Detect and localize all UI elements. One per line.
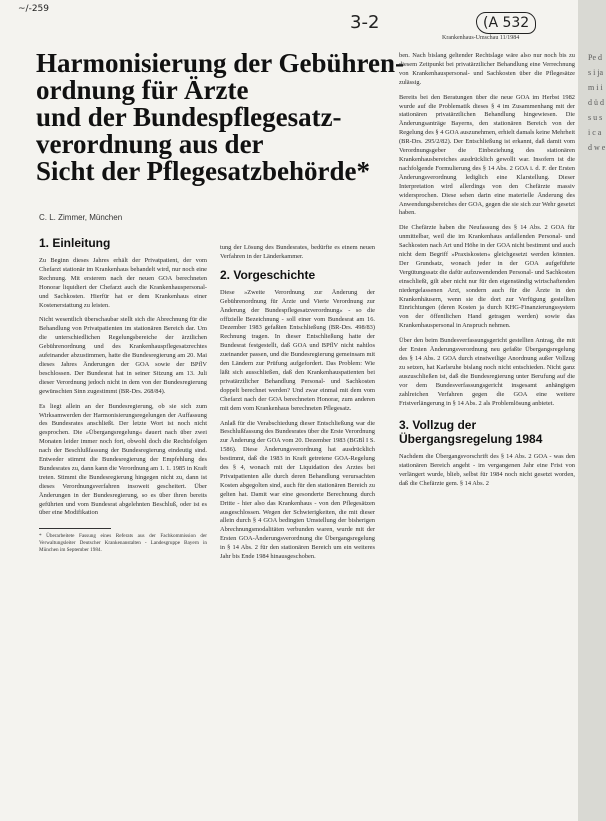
handwritten-note-top-right: (A 532 <box>476 12 536 34</box>
title-line: ordnung für Ärzte <box>36 75 249 105</box>
paragraph: Anlaß für die Verabschiedung dieser Entschließung war die Beschlußfassung des Bundesrates über die Erste Verordnung zur Änderung der GOA vom 20. Dezember 1983 (BGBl I S. 1586). Diese Änderungsverordnung hat ausdrücklich bestimmt, daß die 1983 in Kraft getretene GOA-Regelung des § 4, wonach mit der Liquidation des Arztes bei Privatpatienten alle durch deren Behandlung verursachten Kosten abgegolten sind, auch für den stationären Bereich zu gelten hat. Damit war eine gesonderte Berechnung durch Dritte - hier also das Krankenhaus - von den Pflegesätzen ausgeschlossen. Wegen der Schwierigkeiten, die mit dieser allein durch § 4 GOA bedingten Umstellung der bisherigen Abrechnungsmodalitäten verbunden waren, wurde mit der Ersten GOA-Änderungsverordnung die Übergangsregelung in § 14 Abs. 2 für den stationären Bereich um ein weiteres Jahr bis Ende 1984 hinausgeschoben. <box>220 419 375 561</box>
footnote: * Überarbeitete Fassung eines Referats aus der Fachkommission der Verwaltungsleiter Deutscher Krankenanstalten - Landesgruppe Bayern in München im September 1984. <box>39 533 207 554</box>
paragraph: Es liegt allein an der Bundesregierung, ob sie sich zum Wirksamwerden der Harmonisierungsregelungen der Auffassung des Bundesrates anschließt. Der letzte Wort ist noch nicht gesprochen. Die »Übergangsregelung« dauert nach über zwei Monaten leider immer noch fort, obwohl doch die Rechtsfolgen nach der Beschlußfassung der Bundesregierung eindeutig sind. Entweder stimmt die Bundesregierung der Empfehlung des Bundesrates zu, dann kann die Verordnung am 1. 1. 1985 in Kraft treten. Stimmt die Bundesregierung hingegen nicht zu, dann ist dieses Verordnungsverfahren insoweit gescheitert. Über Änderungen in der Bundesregierung, so es über ihren bereits geführten und vom Bundesrat abgelehnten Beschluß, oder ist es über eine Modifikation <box>39 402 207 517</box>
column-middle <box>220 244 375 568</box>
paragraph: Nachdem die Übergangsvorschrift des § 14 Abs. 2 GOA - was den stationären Bereich angeht - im vergangenen Jahr eine Frist von verlängert wurde, blieb, selbst für 1984 noch nicht gesetzt worden, daß die Chefärzte gem. § 14 Abs. 2 <box>399 453 575 488</box>
paragraph: Die Chefärzte haben die Neufassung des § 14 Abs. 2 GOA für unmittelbar, weil die im Krankenhaus anfallenden Personal- und Sachkosten nach Art und Höhe in der GOA nicht bestimmt und auch nicht dem Begriff »Praxiskosten« gleichgesetzt werden könnten. Der Grundsatz, wonach jeder in der GOA aufgeführte Vergütungssatz die dafür aufzuwendenden Personal- und Sachkosten einschließt, gilt aber nicht nur für den eigenständig wirtschaftenden niedergelassenen Arzt, sondern auch für die Ärzte in den Krankenhäusern, wenn sie die dort zur Verfügung gestellten Einrichtungen (deren Kosten ja durch KHG-Finanzierungssystem von der öffentlichen Hand getragen werden) sowie das Krankenhauspersonal in Anspruch nehmen. <box>399 224 575 330</box>
section-heading-einleitung: 1. Einleitung <box>39 236 111 250</box>
section-heading-vollzug: 3. Vollzug der Übergangsregelung 1984 <box>399 418 543 447</box>
paragraph: ben. Nach bislang geltender Rechtslage wäre also nur noch bis zu diesem Zeitpunkt bei privatärztlicher Behandlung eine Verrechnung von Krankenhauspersonal- und Sachkosten über die Pflegesätze zulässig. <box>399 52 575 86</box>
section-heading-vorgeschichte: 2. Vorgeschichte <box>220 267 316 282</box>
handwritten-note-top-center: 3-2 <box>350 12 380 33</box>
paragraph: Zu Beginn dieses Jahres erhält der Privatpatient, der vom Chefarzt stationär im Krankenhaus behandelt wird, nur noch eine Rechnung. Mit ersterem nach der neuen GOA berechneten Honorar liquidiert der Chefarzt auch die Krankenhauspersonal- und Sachkosten. Hierfür hat er dem Krankenhaus einer Kostenerstattung zu leisten. <box>39 257 207 309</box>
journal-header: Krankenhaus-Umschau 11/1984 <box>442 35 520 41</box>
title-line: und der Bundespflegesatz- <box>36 102 342 132</box>
paragraph: Über den beim Bundesverfassungsgericht gestellten Antrag, die mit der Ersten Änderungsverordnung neu gefaßte Übergangsregelung des § 14 Abs. 2 GOA durch einstweilige Anordnung außer Vollzug zu setzen, hat Karlsruhe bislang noch nicht entschieden. Nicht ganz auszuschließen ist, daß die Bundesregierung unter Berufung auf die vor dem Bundesverfassungsgericht insgesamt anhängigen zahlreichen Verfahren gegen die GOA eine weitere Fristverlängerung in § 14 Abs. 2 als Problemlösung anbietet. <box>399 337 575 407</box>
footnote-rule <box>39 528 111 529</box>
article-title <box>36 50 406 185</box>
title-line: verordnung aus der <box>36 129 264 159</box>
title-line: Harmonisierung der Gebühren- <box>36 48 405 78</box>
paragraph: Diese »Zweite Verordnung zur Änderung der Gebührenordnung für Ärzte und Vierte Verordnung zur Änderung der Bundespflegesatzverordnung« - so die offizielle Bezeichnung - soll einer vom Bundesrat am 16. Dezember 1983 gefaßten Entschließung (BR-Drs. 498/83) Rechnung tragen. In dieser Entschließung hatte der Bundesrat festgestellt, daß GOA und BPflV nicht nahtlos zueinander passen, und die Bundesregierung gemeinsam mit den Ländern zur Prüfung aufgefordert. Das Problem: Wie läßt sich ausschließen, daß den Krankenhauspatienten bei privatärztlicher Behandlung Personal- und Sachkosten doppelt berechnet werden? Und zwar einmal mit dem vom Chefarzt nach der GOA berechneten Honorar, zum anderen mit dem vom Krankenhaus berechneten Pflegesatz. <box>220 288 375 412</box>
paragraph: tung der Lösung des Bundesrates, bedürfte es einem neuen Verfahren in der Länderkammer. <box>220 244 375 260</box>
paragraph: Bereits bei den Beratungen über die neue GOA im Herbst 1982 wurde auf die Problematik dieses § 4 im Zusammenhang mit der stationären privatärztlichen Behandlung hingewiesen. Die Änderungsanträge Bayerns, den stationären Bereich von der Regelung des § 4 GOA auszunehmen, erhielt damals keine Mehrheit (BR-Drs. 295/2/82). Der Entschließung ist erkannt, daß damit vom Verordnungsgeber die Einbeziehung des stationären Krankenhausbereiches ausdrücklich gewollt war. Insofern ist die nachfolgende Formulierung des § 14 Abs. 2 GOA i. d. F. der Ersten Änderungsverordnung lediglich eine Klarstellung. Dieser Interpretation wird allerdings von den Chefärzte massiv widersprochen. Diese sehen darin eine materielle Änderung des Anwendungsbereiches der GOA, gegen die sie sich zur Wehr gesetzt haben. <box>399 93 575 217</box>
column-left <box>39 236 207 554</box>
title-line: Sicht der Pflegesatzbehörde* <box>36 156 370 186</box>
author-line: C. L. Zimmer, München <box>39 213 123 222</box>
next-page-edge-text: Pe d s i ja m i i d ü d s u s i c a d w e <box>588 53 606 152</box>
handwritten-note-top-left: ~/-259 <box>18 4 49 14</box>
paragraph: Nicht wesentlich überschaubar stellt sich die Abrechnung für die Behandlung von Privatpatienten im stationären Bereich dar. Um die unterschiedlichen Regelungsbereiche der ärztlichen Gebührenordnung und des Krankenhauspflegesatzrechtes aufeinander abzustimmen, hatte die Bundesregierung am 20. Mai dieses Jahres Änderungen der GOA sowie der BPflV beschlossen. Der Bundesrat hat in seiner Sitzung am 13. Juli dieser Verordnung jedoch nicht in dem von der Bundesregierung gewünschten Sinn zugestimmt (BR-Drs. 268/84). <box>39 316 207 395</box>
column-right <box>399 52 575 495</box>
